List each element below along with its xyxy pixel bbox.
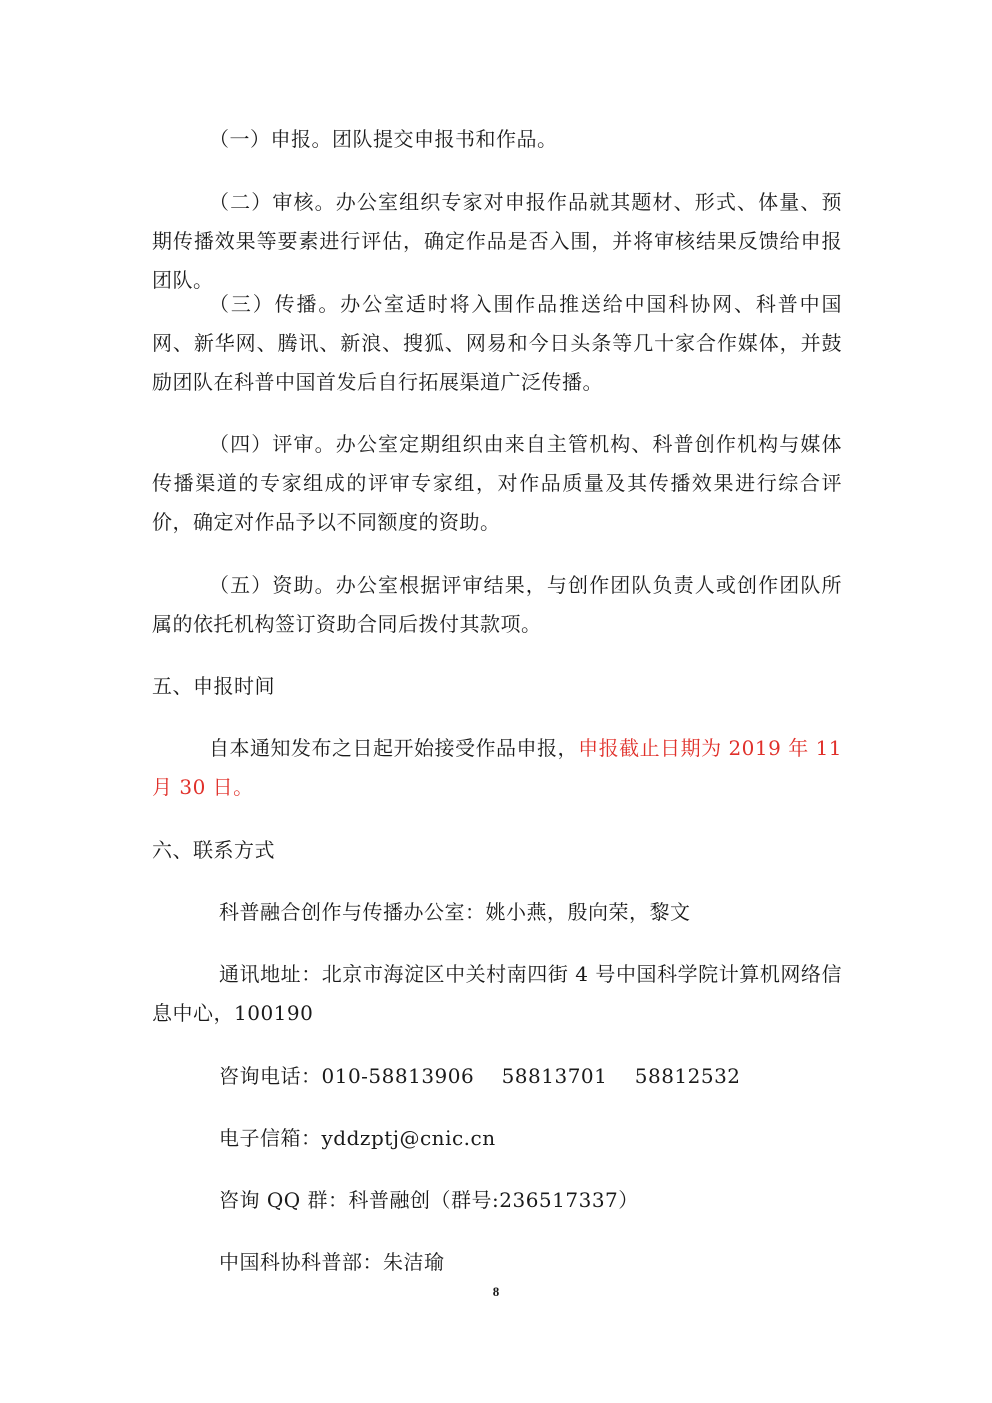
paragraph-evaluation: （四）评审。办公室定期组织由来自主管机构、科普创作机构与媒体传播渠道的专家组成的评审专家组，对作品质量及其传播效果进行综合评价，确定对作品予以不同额度的资助。: [152, 432, 842, 534]
contact-address: 通讯地址：北京市海淀区中关村南四街 4 号中国科学院计算机网络信息中心，100190: [152, 962, 842, 1025]
paragraph-application-time: [152, 729, 842, 807]
paragraph-submission: （一）申报。团队提交申报书和作品。: [209, 127, 558, 151]
contact-qq-group: 咨询 QQ 群：科普融创（群号:236517337）: [219, 1188, 639, 1212]
paragraph-funding: （五）资助。办公室根据评审结果，与创作团队负责人或创作团队所属的依托机构签订资助合同后拨付其款项。: [152, 573, 842, 636]
contact-phone: 咨询电话：010-58813906 58813701 58812532: [219, 1064, 741, 1088]
section-heading-contact: 六、联系方式: [152, 838, 275, 862]
page-number: 8: [492, 1284, 500, 1299]
paragraph-review: （二）审核。办公室组织专家对申报作品就其题材、形式、体量、预期传播效果等要素进行评估，确定作品是否入围，并将审核结果反馈给申报团队。: [152, 190, 842, 292]
contact-cast-department: 中国科协科普部：朱洁瑜: [219, 1250, 445, 1274]
paragraph-dissemination: （三）传播。办公室适时将入围作品推送给中国科协网、科普中国网、新华网、腾讯、新浪、搜狐、网易和今日头条等几十家合作媒体，并鼓励团队在科普中国首发后自行拓展渠道广泛传播。: [152, 292, 842, 394]
section-heading-application-time: 五、申报时间: [152, 674, 275, 698]
application-start-text: 自本通知发布之日起开始接受作品申报，: [209, 736, 579, 760]
contact-office: 科普融合创作与传播办公室：姚小燕，殷向荣，黎文: [219, 900, 691, 924]
deadline-text: 申报截止日期为 2019 年 11 月 30 日。: [152, 736, 843, 799]
contact-email: 电子信箱：yddzptj@cnic.cn: [219, 1126, 496, 1150]
